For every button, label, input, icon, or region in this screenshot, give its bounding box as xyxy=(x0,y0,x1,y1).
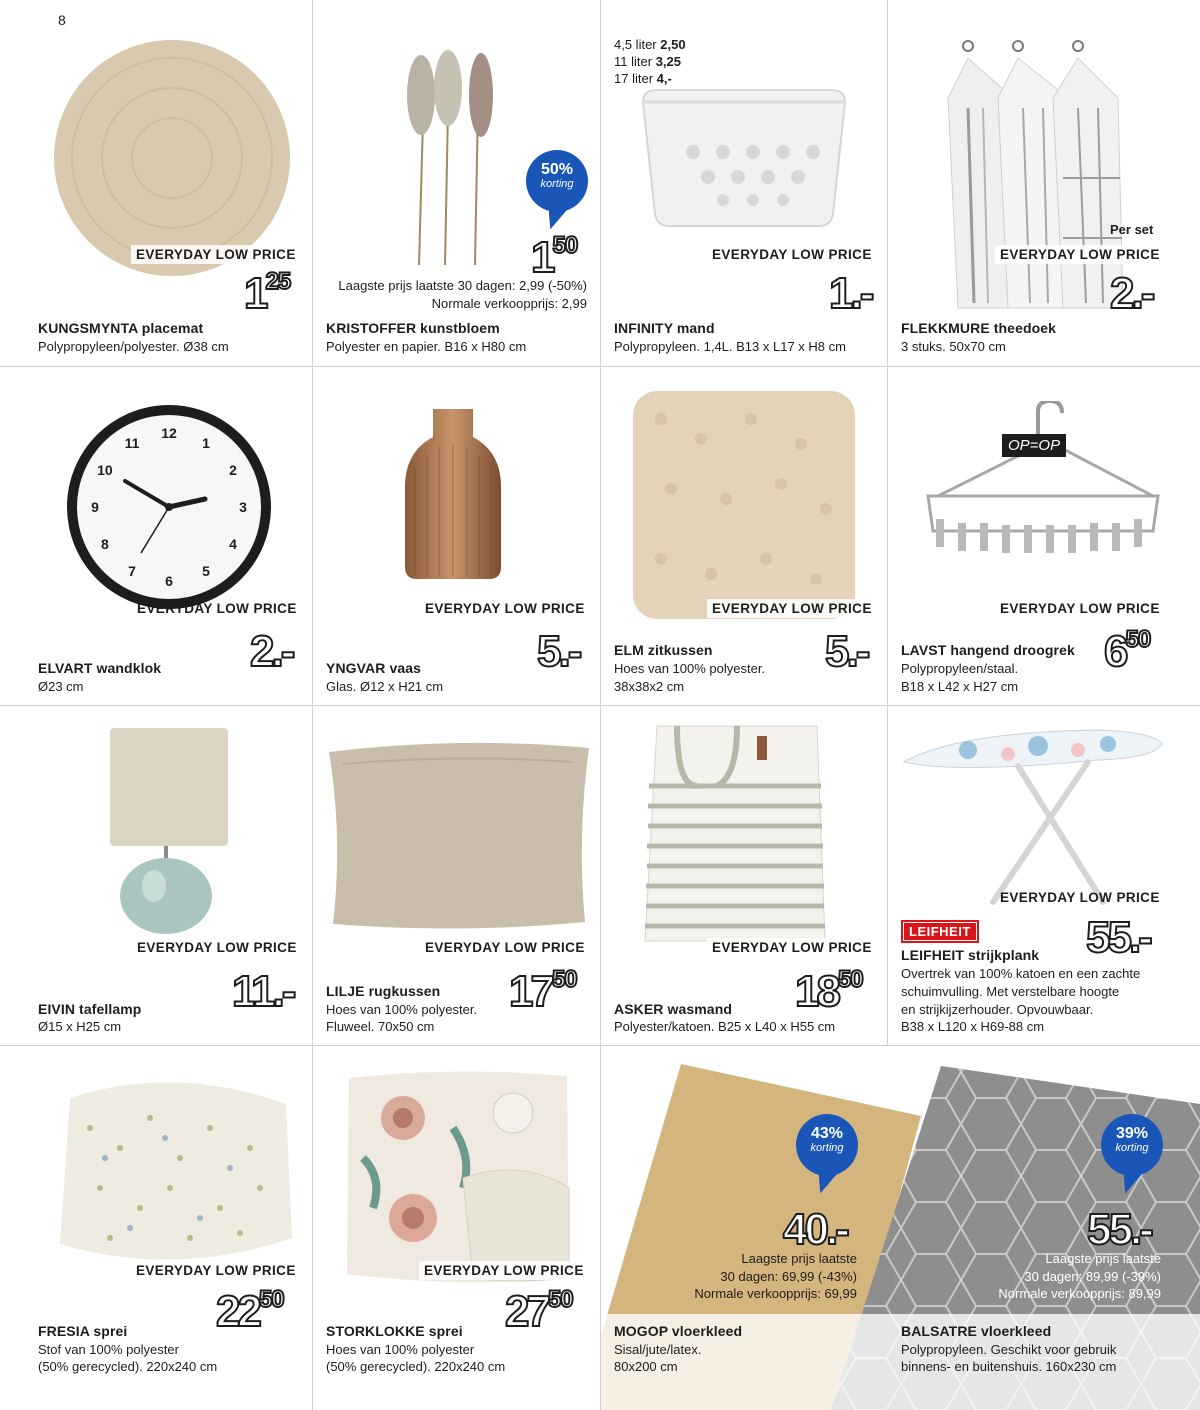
product-description: en strijkijzerhouder. Opvouwbaar. xyxy=(901,1002,1094,1017)
product-fresia[interactable] xyxy=(0,1046,312,1410)
tea-towel-image xyxy=(938,38,1128,313)
clock-number: 4 xyxy=(229,536,237,552)
product-infinity[interactable] xyxy=(601,0,887,366)
everyday-low-price-label: EVERYDAY LOW PRICE xyxy=(425,601,585,616)
price: 5.- xyxy=(537,627,580,676)
laundry-basket-image xyxy=(637,716,833,946)
product-title: KRISTOFFER kunstbloem xyxy=(326,320,500,336)
product-kungsmynta[interactable] xyxy=(0,0,312,366)
lowest-price-note-balsatre: 30 dagen: 89,99 (-39%) xyxy=(1024,1269,1161,1284)
product-lilje[interactable] xyxy=(313,706,600,1045)
product-description: Stof van 100% polyester xyxy=(38,1342,179,1357)
price: 55.- xyxy=(1086,913,1150,962)
product-elvart[interactable] xyxy=(0,367,312,705)
discount-badge-mogop: 43% korting xyxy=(796,1114,858,1176)
product-title: LAVST hangend droogrek xyxy=(901,642,1075,658)
price-mogop: 40.- xyxy=(783,1205,847,1254)
drying-rack-image xyxy=(918,401,1168,571)
size-price-list xyxy=(614,36,686,87)
artificial-flower-image xyxy=(393,50,513,270)
price: $17^{50}$ xyxy=(509,966,577,1016)
price: $18^{50}$ xyxy=(795,966,863,1016)
price: $6^{50}$ xyxy=(1104,626,1151,676)
product-description: Ø15 x H25 cm xyxy=(38,1019,122,1034)
price: 2.- xyxy=(250,627,293,676)
product-description: Polypropyleen/polyester. Ø38 cm xyxy=(38,339,229,354)
everyday-low-price-label: EVERYDAY LOW PRICE xyxy=(425,940,585,955)
product-title: STORKLOKKE sprei xyxy=(326,1323,463,1339)
product-title: LEIFHEIT strijkplank xyxy=(901,947,1040,963)
discount-badge-balsatre: 39% korting xyxy=(1101,1114,1163,1176)
normal-price-note: Normale verkoopprijs: 2,99 xyxy=(431,296,587,311)
everyday-low-price-label: EVERYDAY LOW PRICE xyxy=(712,247,872,262)
price: $27^{50}$ xyxy=(505,1286,573,1336)
product-description: Polypropyleen. 1,4L. B13 x L17 x H8 cm xyxy=(614,339,846,354)
price: 1.- xyxy=(829,269,872,318)
product-storklokke[interactable] xyxy=(313,1046,600,1410)
product-flekkmure[interactable] xyxy=(888,0,1200,366)
price: $1^{50}$ xyxy=(531,232,578,282)
product-size: (50% gerecycled). 220x240 cm xyxy=(326,1359,506,1374)
product-title-mogop: MOGOP vloerkleed xyxy=(614,1323,743,1339)
product-rugs[interactable] xyxy=(601,1046,1200,1410)
size-option: 17 liter 4,- xyxy=(614,71,672,86)
leifheit-logo: LEIFHEIT xyxy=(901,920,979,943)
clock-number: 6 xyxy=(165,573,173,589)
product-description: 3 stuks. 50x70 cm xyxy=(901,339,1006,354)
everyday-low-price-label: EVERYDAY LOW PRICE xyxy=(419,1261,589,1280)
clock-number: 10 xyxy=(97,462,113,478)
clock-number: 1 xyxy=(202,434,210,451)
product-title: KUNGSMYNTA placemat xyxy=(38,320,204,336)
product-size: 38x38x2 cm xyxy=(614,679,685,694)
lowest-price-note-balsatre: Laagste prijs laatste xyxy=(1045,1251,1161,1266)
product-elm[interactable] xyxy=(601,367,887,705)
back-cushion-image xyxy=(323,742,595,932)
ironing-board-image xyxy=(898,722,1168,912)
everyday-low-price-label: EVERYDAY LOW PRICE xyxy=(137,940,297,955)
product-description: Hoes van 100% polyester. xyxy=(614,661,766,676)
everyday-low-price-label: EVERYDAY LOW PRICE xyxy=(131,1261,301,1280)
normal-price-note-balsatre: Normale verkoopprijs: 89,99 xyxy=(998,1286,1161,1301)
product-title: INFINITY mand xyxy=(614,320,715,336)
clock-number: 11 xyxy=(124,434,140,451)
product-title: FLEKKMURE theedoek xyxy=(901,320,1057,336)
product-description: Hoes van 100% polyester xyxy=(326,1342,475,1357)
everyday-low-price-label: EVERYDAY LOW PRICE xyxy=(1000,601,1160,616)
product-title: YNGVAR vaas xyxy=(326,660,421,676)
clock-number: 3 xyxy=(239,499,247,515)
page-number: 8 xyxy=(58,12,66,28)
product-size: B18 x L42 x H27 cm xyxy=(901,679,1019,694)
product-description: Ø23 cm xyxy=(38,679,84,694)
product-description: Hoes van 100% polyester. xyxy=(326,1002,478,1017)
vase-image xyxy=(403,407,503,582)
price: $22^{50}$ xyxy=(216,1286,284,1336)
product-title: ASKER wasmand xyxy=(614,1001,732,1017)
clock-number: 5 xyxy=(202,563,210,580)
product-description: Overtrek van 100% katoen en een zachte xyxy=(901,966,1141,981)
lowest-price-note: Laagste prijs laatste 30 dagen: 2,99 (-50%) xyxy=(338,278,587,293)
everyday-low-price-label: EVERYDAY LOW PRICE xyxy=(1000,890,1160,905)
product-size: (50% gerecycled). 220x240 cm xyxy=(38,1359,218,1374)
basket-image xyxy=(633,82,855,232)
size-option: 4,5 liter 2,50 xyxy=(614,37,686,52)
product-kristoffer[interactable] xyxy=(313,0,600,366)
product-size: Fluweel. 70x50 cm xyxy=(326,1019,435,1034)
op-op-label: OP=OP xyxy=(1002,434,1066,457)
product-yngvar[interactable] xyxy=(313,367,600,705)
size-option: 11 liter 3,25 xyxy=(614,54,681,69)
table-lamp-image xyxy=(106,726,232,936)
clock-number: 8 xyxy=(101,536,109,552)
bedspread-fresia-image xyxy=(50,1068,300,1288)
product-description: Polypropyleen/staal. xyxy=(901,661,1019,676)
normal-price-note-mogop: Normale verkoopprijs: 69,99 xyxy=(694,1286,857,1301)
everyday-low-price-label: EVERYDAY LOW PRICE xyxy=(137,601,297,616)
product-description: Polyester/katoen. B25 x L40 x H55 cm xyxy=(614,1019,836,1034)
price: 11.- xyxy=(232,967,294,1016)
price-balsatre: 55.- xyxy=(1087,1205,1151,1254)
lowest-price-note-mogop: Laagste prijs laatste xyxy=(741,1251,857,1266)
bedspread-storklokke-image xyxy=(343,1068,573,1288)
product-description: schuimvulling. Met verstelbare hoogte xyxy=(901,984,1120,999)
product-eivin[interactable] xyxy=(0,706,312,1045)
product-size: B38 x L120 x H69-88 cm xyxy=(901,1019,1045,1034)
everyday-low-price-label: EVERYDAY LOW PRICE xyxy=(707,938,877,957)
clock-number: 9 xyxy=(91,499,99,515)
price: 5.- xyxy=(825,627,868,676)
seat-cushion-image xyxy=(631,389,857,621)
everyday-low-price-label: EVERYDAY LOW PRICE xyxy=(707,599,877,618)
product-asker[interactable] xyxy=(601,706,887,1045)
product-title: EIVIN tafellamp xyxy=(38,1001,142,1017)
discount-badge: 50% korting xyxy=(526,150,588,212)
product-title: LILJE rugkussen xyxy=(326,983,441,999)
price: 2.- xyxy=(1110,269,1153,318)
clock-number: 2 xyxy=(229,462,237,478)
product-leifheit[interactable] xyxy=(888,706,1200,1045)
per-set-label: Per set xyxy=(1110,222,1154,237)
product-size-balsatre: binnens- en buitenshuis. 160x230 cm xyxy=(901,1359,1117,1374)
product-description: Glas. Ø12 x H21 cm xyxy=(326,679,444,694)
product-lavst[interactable] xyxy=(888,367,1200,705)
product-size-mogop: 80x200 cm xyxy=(614,1359,678,1374)
product-title: FRESIA sprei xyxy=(38,1323,128,1339)
clock-number: 7 xyxy=(128,563,136,580)
everyday-low-price-label: EVERYDAY LOW PRICE xyxy=(995,245,1165,264)
product-title: ELVART wandklok xyxy=(38,660,162,676)
price: $1^{25}$ xyxy=(244,268,291,318)
everyday-low-price-label: EVERYDAY LOW PRICE xyxy=(131,245,301,264)
placemat-image xyxy=(52,38,292,278)
product-description-mogop: Sisal/jute/latex. xyxy=(614,1342,702,1357)
product-title-balsatre: BALSATRE vloerkleed xyxy=(901,1323,1052,1339)
wall-clock-image xyxy=(65,403,273,611)
lowest-price-note-mogop: 30 dagen: 69,99 (-43%) xyxy=(720,1269,857,1284)
product-description-balsatre: Polypropyleen. Geschikt voor gebruik xyxy=(901,1342,1117,1357)
clock-number: 12 xyxy=(161,425,177,441)
product-description: Polyester en papier. B16 x H80 cm xyxy=(326,339,527,354)
product-title: ELM zitkussen xyxy=(614,642,713,658)
